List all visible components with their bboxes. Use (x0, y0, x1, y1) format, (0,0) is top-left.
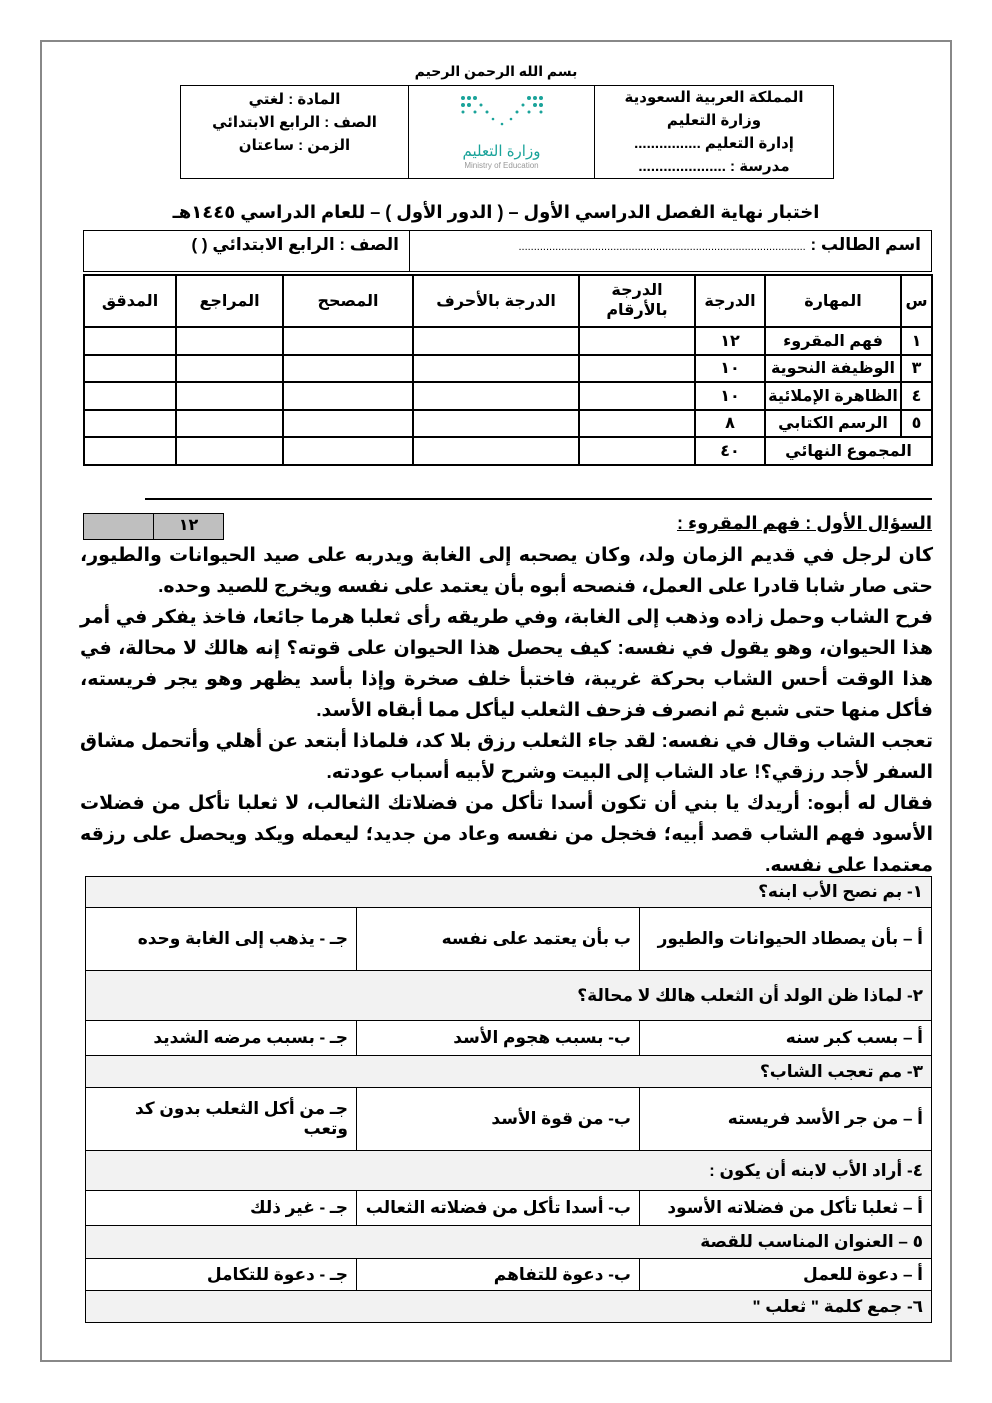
cell[interactable] (283, 355, 413, 383)
mark: ٨ (695, 410, 765, 438)
cell[interactable] (579, 327, 695, 355)
ministry-logo (409, 86, 595, 179)
score-box (83, 513, 224, 540)
total-mark: ٤٠ (695, 437, 765, 465)
col-header: المصحح (283, 275, 413, 327)
option[interactable]: ب بأن يعتمد على نفسه (357, 908, 640, 971)
cell[interactable] (84, 382, 176, 410)
option[interactable]: ب- من قوة الأسد (357, 1088, 640, 1151)
mark: ١٠ (695, 355, 765, 383)
cell[interactable] (413, 327, 579, 355)
question: ٦- جمع كلمة " ثعلب " (86, 1291, 932, 1323)
cell[interactable] (579, 355, 695, 383)
logo-text-ar: وزارة التعليم (462, 142, 541, 160)
table-row (84, 410, 932, 438)
col-header: المراجع (176, 275, 283, 327)
student-name-dots: .............................................................................................. (518, 241, 806, 253)
option[interactable]: أ – دعوة للعمل (640, 1259, 932, 1291)
paragraph: فرح الشاب وحمل زاده وذهب إلى الغابة، وفي طريقه رأى ثعلبا هرما جائعا، فاخذ يفكر في أمر هذا الحيوان، وهو يقول في نفسه: كيف يحصل هذا الحيوان على قوته؟ إنه هالك لا محالة، في هذا الوقت أحس الشاب بحركة غريبة، فاختبأ خلف صخرة وإذا بأسد يظهر وهو يجر فريسته، فأكل منها حتى شبع ثم انصرف فزحف الثعلب ليأكل مما أبقاه الأسد. (80, 607, 933, 721)
total-label: المجموع النهائي (765, 437, 932, 465)
row-num: ١ (901, 327, 932, 355)
cell[interactable] (283, 437, 413, 465)
question: ٢- لماذا ظن الولد أن الثعلب هالك لا محالة؟ (86, 971, 932, 1021)
col-header: المهارة (765, 275, 901, 327)
paragraph: فقال له أبوه: أريدك يا بني أن تكون أسدا تأكل من فضلاتك الثعالب، لا ثعلبا تأكل من فضلات الأسود فهم الشاب قصد أبيه؛ فخجل من نفسه وعاد من جديد؛ ليعمله ويكد ويحصل على رزقه معتمدا على نفسه. (80, 793, 933, 876)
table-row (84, 327, 932, 355)
subject-label: المادة : لغتي (248, 91, 341, 108)
paragraph: تعجب الشاب وقال في نفسه: لقد جاء الثعلب رزق بلا كد، فلماذا أبتعد عن أهلي وأتحمل مشاق السفر لأجد رزقي؟! عاد الشاب إلى البيت وشرح لأبيه أسباب عودته. (80, 731, 933, 783)
cell[interactable] (283, 327, 413, 355)
header-ministry (595, 86, 834, 179)
table-row (84, 355, 932, 383)
grade-label: الصف : الرابع الابتدائي (212, 114, 377, 131)
country-label: المملكة العربية السعودية (624, 89, 804, 106)
cell[interactable] (176, 437, 283, 465)
cell[interactable] (413, 382, 579, 410)
cell[interactable] (413, 437, 579, 465)
col-header: الدرجة (695, 275, 765, 327)
option[interactable]: ب- أسدا تأكل من فضلاته الثعالب (357, 1191, 640, 1226)
option[interactable]: ب- دعوة للتفاهم (357, 1259, 640, 1291)
logo-dots-icon (457, 94, 547, 130)
option[interactable]: أ – من جر الأسد فريسته (640, 1088, 932, 1151)
skill: فهم المقروء (765, 327, 901, 355)
col-header: المدقق (84, 275, 176, 327)
directorate-label: إدارة التعليم ................ (634, 135, 794, 152)
divider (145, 498, 932, 500)
skill: الرسم الكتابي (765, 410, 901, 438)
cell[interactable] (176, 382, 283, 410)
score-empty[interactable] (84, 514, 153, 539)
skill: الوظيفة النحوية (765, 355, 901, 383)
mark: ١٢ (695, 327, 765, 355)
col-header: الدرجة بالأحرف (413, 275, 579, 327)
school-label: مدرسة : ..................... (638, 158, 790, 175)
cell[interactable] (84, 327, 176, 355)
student-class-field[interactable]: الصف : الرابع الابتدائي ( ) (84, 231, 410, 272)
option[interactable]: جـ - بسبب مرضه الشديد (86, 1021, 357, 1056)
skill: الظاهرة الإملائية (765, 382, 901, 410)
row-num: ٤ (901, 382, 932, 410)
row-num: ٣ (901, 355, 932, 383)
question: ١- بم نصح الأب ابنه؟ (86, 877, 932, 908)
cell[interactable] (176, 327, 283, 355)
score-total: ١٢ (153, 514, 223, 539)
question: ٤- أراد الأب لابنه أن يكون : (86, 1151, 932, 1191)
cell[interactable] (176, 410, 283, 438)
option[interactable]: جـ - يذهب إلى الغابة وحده (86, 908, 357, 971)
option[interactable]: أ – بسب كبر سنه (640, 1021, 932, 1056)
ministry-label: وزارة التعليم (666, 112, 762, 129)
option[interactable]: ب- بسبب هجوم الأسد (357, 1021, 640, 1056)
cell[interactable] (283, 410, 413, 438)
student-info-table (83, 230, 932, 272)
option[interactable]: أ – ثعلبا تأكل من فضلاته الأسود (640, 1191, 932, 1226)
reading-passage (80, 540, 933, 881)
question: ٣- مم تعجب الشاب؟ (86, 1056, 932, 1088)
mark: ١٠ (695, 382, 765, 410)
student-name-field[interactable] (410, 231, 932, 272)
student-name-label: اسم الطالب : (810, 235, 921, 254)
row-num: ٥ (901, 410, 932, 438)
cell[interactable] (84, 437, 176, 465)
cell[interactable] (579, 410, 695, 438)
table-row (84, 382, 932, 410)
basmala: بسم الله الرحمن الرحيم (414, 63, 578, 79)
header-table (180, 85, 834, 179)
cell[interactable] (413, 410, 579, 438)
question: ٥ – العنوان المناسب للقصة (86, 1226, 932, 1259)
cell[interactable] (579, 437, 695, 465)
cell[interactable] (283, 382, 413, 410)
time-label: الزمن : ساعتان (238, 137, 351, 154)
option[interactable]: أ – بأن يصطاد الحيوانات والطيور (640, 908, 932, 971)
grades-table (83, 274, 933, 466)
cell[interactable] (84, 355, 176, 383)
questions-table (85, 876, 932, 1323)
header-subject (181, 86, 409, 179)
cell[interactable] (579, 382, 695, 410)
paragraph: كان لرجل في قديم الزمان ولد، وكان يصحبه إلى الغابة ويدربه على صيد الحيوانات والطيور، حتى صار شابا قادرا على العمل، فنصحه أبوه بأن يعتمد على نفسه ويخرج للصيد وحده. (80, 545, 933, 597)
logo-text-en: Ministry of Education (464, 160, 539, 170)
col-header: س (901, 275, 932, 327)
cell[interactable] (176, 355, 283, 383)
question-heading: السؤال الأول : فهم المقروء : (676, 513, 932, 533)
cell[interactable] (413, 355, 579, 383)
exam-title: اختبار نهاية الفصل الدراسي الأول – ( الدور الأول ) – للعام الدراسي ١٤٤٥هـ (172, 202, 820, 222)
option[interactable]: جـ من أكل الثعلب بدون كد وتعب (86, 1088, 357, 1151)
option[interactable]: جـ - غير ذلك (86, 1191, 357, 1226)
option[interactable]: جـ - دعوة للتكامل (86, 1259, 357, 1291)
cell[interactable] (84, 410, 176, 438)
total-row (84, 437, 932, 465)
col-header: الدرجة بالأرقام (579, 275, 695, 327)
